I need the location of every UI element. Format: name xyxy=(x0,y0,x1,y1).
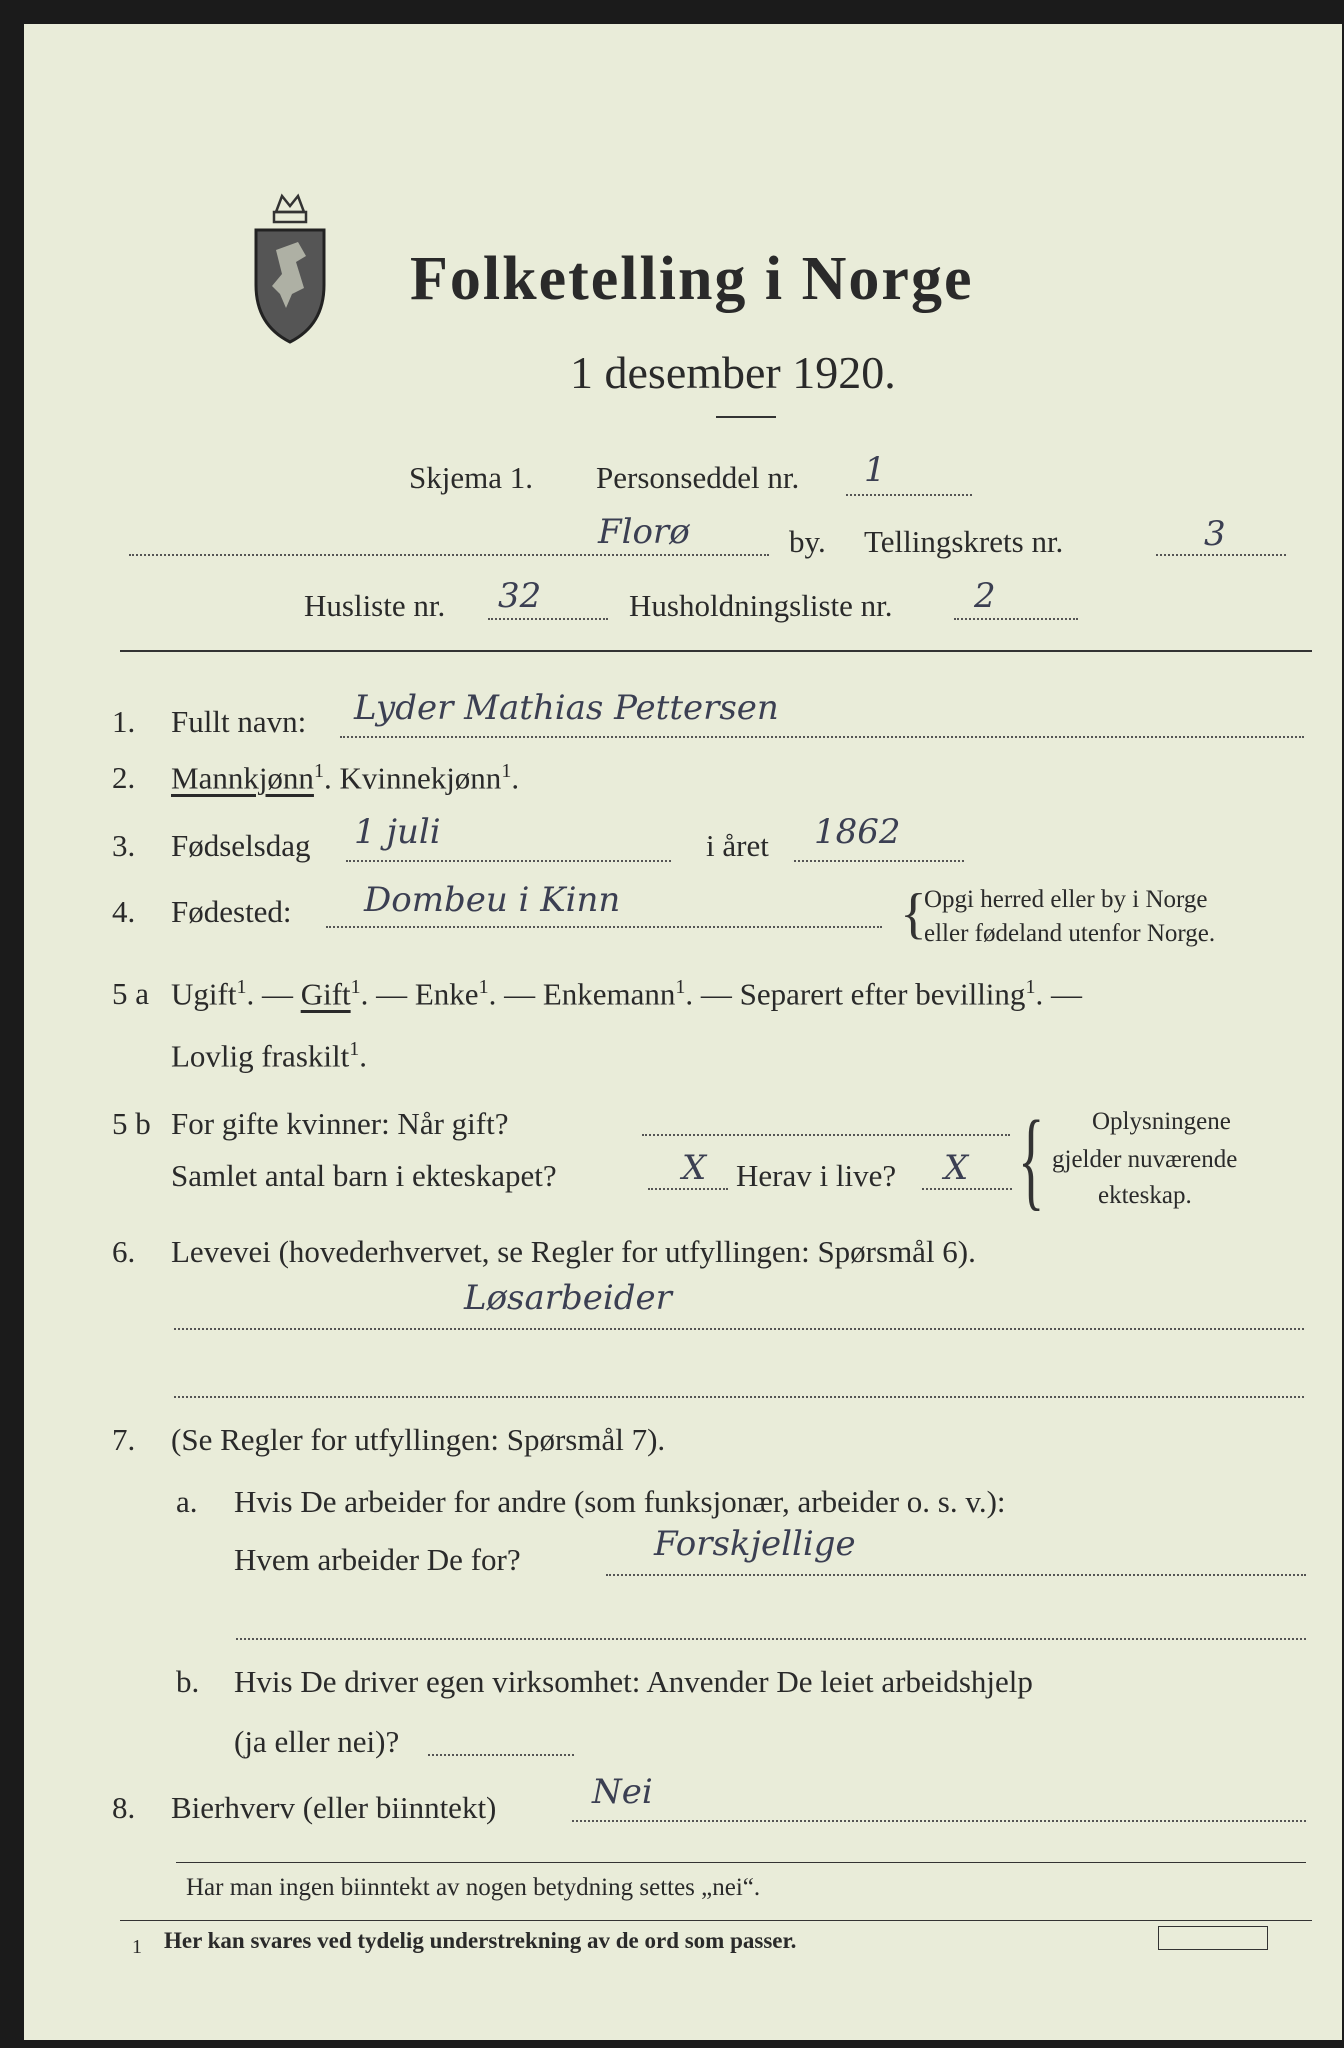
full-name-value: Lyder Mathias Pettersen xyxy=(354,688,779,728)
status-gift: Gift xyxy=(300,976,351,1012)
husliste-value: 32 xyxy=(498,576,542,616)
children-alive-value: X xyxy=(944,1148,969,1188)
q7a-label: Hvis De arbeider for andre (som funksjonær, arbeider o. s. v.): xyxy=(234,1484,1006,1519)
footnote-mark: 1 xyxy=(132,1936,142,1958)
status-enke: Enke xyxy=(414,976,479,1012)
q5b-children-label: Samlet antal barn i ekteskapet? xyxy=(171,1158,557,1193)
status-fraskilt: Lovlig fraskilt xyxy=(171,1038,350,1074)
q4-label: Fødested: xyxy=(171,894,292,929)
q5b-note-1: Oplysningene xyxy=(1092,1108,1231,1135)
q1-number: 1. xyxy=(112,704,136,739)
q7a-number: a. xyxy=(176,1484,198,1519)
q5b-number: 5 b xyxy=(112,1106,151,1141)
birth-year-value: 1862 xyxy=(814,812,901,852)
town-value: Florø xyxy=(598,512,690,552)
footnote-text: Her kan svares ved tydelig understrekning av de ord som passer. xyxy=(164,1928,797,1953)
q2-options: Mannkjønn$^1$. Kvinnekjønn$^1$. xyxy=(171,760,520,796)
q5a-options: Ugift$^1$. — Gift$^1$. — Enke$^1$. — Enkemann$^1$. — Separert efter bevilling$^1$. — xyxy=(171,976,1082,1012)
coat-of-arms-icon xyxy=(246,190,334,350)
status-ugift: Ugift xyxy=(171,976,237,1012)
q6-label: Levevei (hovederhvervet, se Regler for utfyllingen: Spørsmål 6). xyxy=(171,1234,976,1269)
q5b-note-2: gjelder nuværende xyxy=(1052,1146,1238,1173)
personseddel-label: Personseddel nr. xyxy=(596,460,800,495)
status-enkemann: Enkemann xyxy=(542,976,676,1012)
q3-label: Fødselsdag xyxy=(171,828,311,863)
husholdningsliste-label: Husholdningsliste nr. xyxy=(629,588,893,623)
q7b-question: (ja eller nei)? xyxy=(234,1724,400,1759)
q1-label: Fullt navn: xyxy=(171,704,307,739)
q4-note-1: Opgi herred eller by i Norge xyxy=(924,886,1208,913)
q4-note-2: eller fødeland utenfor Norge. xyxy=(924,920,1216,947)
q8-label: Bierhverv (eller biinntekt) xyxy=(171,1790,497,1825)
q3-year-label: i året xyxy=(706,828,769,863)
q8-number: 8. xyxy=(112,1790,136,1825)
children-count-value: X xyxy=(682,1148,707,1188)
form-title: Folketelling i Norge xyxy=(410,245,974,313)
q5b-alive-label: Herav i live? xyxy=(736,1158,897,1193)
q5b-note-3: ekteskap. xyxy=(1098,1182,1192,1209)
personseddel-value: 1 xyxy=(864,450,886,490)
side-income-value: Nei xyxy=(592,1772,653,1812)
q6-number: 6. xyxy=(112,1234,136,1269)
q7b-number: b. xyxy=(176,1664,200,1699)
husholdningsliste-value: 2 xyxy=(974,576,996,616)
tellingskrets-value: 3 xyxy=(1204,514,1226,554)
q3-number: 3. xyxy=(112,828,136,863)
q5b-label: For gifte kvinner: Når gift? xyxy=(171,1106,509,1141)
q5a-number: 5 a xyxy=(112,976,150,1011)
q7-label: (Se Regler for utfyllingen: Spørsmål 7). xyxy=(171,1422,666,1457)
status-fraskilt-line: Lovlig fraskilt$^1$. xyxy=(171,1038,367,1074)
printer-stamp xyxy=(1158,1926,1268,1950)
sex-female: Kvinnekjønn xyxy=(339,760,502,796)
sex-male: Mannkjønn xyxy=(171,760,314,796)
census-form: Folketelling i Norge 1 desember 1920. Skjema 1. Personseddel nr. 1 Florø by. Tellingskrets nr. 3 Husliste nr. 32 Husholdningsliste nr. 2 1. Fullt navn: Lyder Mathias Pettersen 2. Mannkjønn$^1$. Kvinnekjønn$^1$. 3. Fødselsdag 1 juli i året 1862 4. Fødested: Dombeu i Kinn { Opgi herred eller by i Norge eller fødeland utenfor Norge. 5 a Ugift$^1$. — Gift$^1$. — Enke$^1$. — Enkemann$^1$. — Separert efter bevilling$^1$. — Lovlig fraskilt$^1$. 5 b For gifte kvinner: Når gift? Samlet antal barn i ekteskapet? X Herav i live? X { Oplysningene gjelder nuværende ekteskap. 6. Levevei (hovederhvervet, se Regler for utfyllingen: Spørsmål 6). Løsarbeider 7. (Se Regler for utfyllingen: Spørsmål 7). a. Hvis De arbeider for andre (som funksjonær, arbeider o. s. v.): Hvem arbeider De for? Forskjellige b. Hvis De driver egen virksomhet: Anvender De leiet arbeidshjelp (ja eller nei)? 8. Bierhverv (eller biinntekt) Nei Har man ingen biinntekt av nogen betydning settes „nei“. 1 Her kan svares ved tydelig understrekning av de ord som passer. xyxy=(24,24,1342,2040)
q7-number: 7. xyxy=(112,1422,136,1457)
birthday-value: 1 juli xyxy=(354,812,441,852)
employer-value: Forskjellige xyxy=(654,1524,856,1564)
occupation-value: Løsarbeider xyxy=(464,1278,672,1318)
husliste-label: Husliste nr. xyxy=(304,588,446,623)
census-date: 1 desember 1920. xyxy=(570,347,896,398)
birthplace-value: Dombeu i Kinn xyxy=(364,880,621,920)
by-label: by. xyxy=(789,524,826,559)
q7a-question: Hvem arbeider De for? xyxy=(234,1542,521,1577)
q7b-label: Hvis De driver egen virksomhet: Anvender De leiet arbeidshjelp xyxy=(234,1664,1033,1699)
status-separert: Separert efter bevilling xyxy=(739,976,1026,1012)
q2-number: 2. xyxy=(112,760,136,795)
schema-label: Skjema 1. xyxy=(409,460,533,495)
footer-note: Har man ingen biinntekt av nogen betydning settes „nei“. xyxy=(186,1874,761,1901)
tellingskrets-label: Tellingskrets nr. xyxy=(864,524,1064,559)
q4-number: 4. xyxy=(112,894,136,929)
